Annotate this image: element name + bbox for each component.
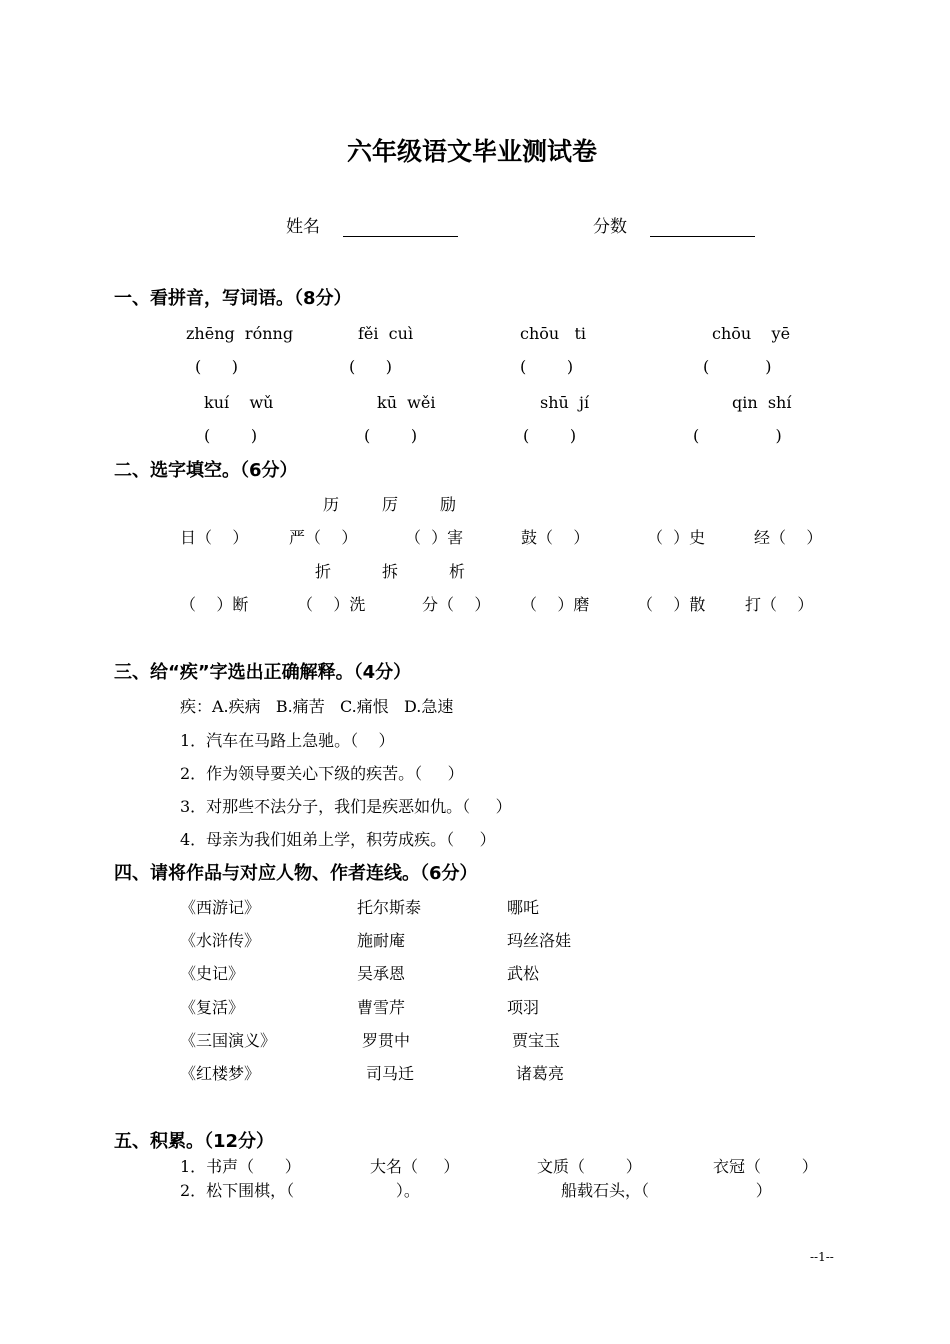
- fill-item: 经（ ）: [754, 528, 823, 547]
- answer-bracket: ( ): [204, 426, 258, 445]
- fill-item: 日（ ）: [180, 528, 249, 547]
- work-title: 《三国演义》: [180, 1031, 277, 1050]
- answer-bracket: ( ): [520, 357, 574, 376]
- fill-item: 2．松下围棋，（ ）。: [180, 1181, 420, 1200]
- pinyin-item: chōu ti: [520, 324, 587, 343]
- fill-item: （ ）史: [647, 528, 706, 547]
- section-5-heading: 五、积累。（12分）: [114, 1131, 275, 1152]
- question-item: 2．作为领导要关心下级的疾苦。（ ）: [180, 764, 464, 783]
- answer-bracket: ( ): [349, 357, 392, 376]
- question-item: 3．对那些不法分子，我们是疾恶如仇。（ ）: [180, 797, 512, 816]
- fill-item: 打（ ）: [745, 595, 814, 614]
- definition-options: 疾：A.疾病 B.痛苦 C.痛恨 D.急速: [180, 697, 454, 716]
- fill-item: 衣冠（ ）: [713, 1157, 818, 1176]
- pinyin-item: zhēng rónng: [186, 324, 294, 343]
- character-name: 贾宝玉: [512, 1031, 561, 1050]
- question-item: 4．母亲为我们姐弟上学，积劳成疾。（ ）: [180, 830, 496, 849]
- choice-char: 拆: [382, 562, 399, 581]
- choice-char: 历: [323, 495, 340, 514]
- author-name: 罗贯中: [362, 1031, 411, 1050]
- fill-item: （ ）磨: [521, 595, 590, 614]
- page-title: 六年级语文毕业测试卷: [347, 137, 598, 166]
- character-name: 诸葛亮: [516, 1064, 565, 1083]
- work-title: 《水浒传》: [180, 931, 261, 950]
- answer-bracket: ( ): [523, 426, 577, 445]
- fill-item: 大名（ ）: [370, 1157, 460, 1176]
- work-title: 《史记》: [180, 964, 245, 983]
- character-name: 哪吒: [507, 898, 540, 917]
- author-name: 司马迁: [366, 1064, 415, 1083]
- name-label: 姓名: [286, 217, 320, 237]
- answer-bracket: ( ): [195, 357, 238, 376]
- fill-item: （ ）散: [637, 595, 706, 614]
- work-title: 《红楼梦》: [180, 1064, 261, 1083]
- character-name: 项羽: [507, 998, 540, 1017]
- section-4-heading: 四、请将作品与对应人物、作者连线。（6分）: [114, 863, 478, 884]
- author-name: 吴承恩: [357, 964, 406, 983]
- fill-item: 船载石头，（ ）: [561, 1181, 772, 1200]
- pinyin-item: qin shí: [732, 393, 792, 412]
- section-1-heading: 一、看拼音，写词语。（8分）: [114, 288, 352, 309]
- fill-item: （ ）洗: [297, 595, 366, 614]
- author-name: 施耐庵: [357, 931, 406, 950]
- section-3-heading: 三、给“疾”字选出正确解释。（4分）: [114, 662, 412, 683]
- choice-char: 励: [440, 495, 457, 514]
- page-number: --1--: [810, 1250, 834, 1264]
- fill-item: 严（ ）: [289, 528, 358, 547]
- name-blank: [343, 236, 458, 237]
- character-name: 玛丝洛娃: [507, 931, 572, 950]
- author-name: 曹雪芹: [357, 998, 406, 1017]
- question-item: 1．汽车在马路上急驰。（ ）: [180, 731, 395, 750]
- section-2-heading: 二、选字填空。（6分）: [114, 460, 298, 481]
- pinyin-item: fěi cuì: [358, 324, 414, 343]
- fill-item: 1．书声（ ）: [180, 1157, 301, 1176]
- choice-char: 厉: [382, 495, 399, 514]
- work-title: 《复活》: [180, 998, 245, 1017]
- choice-char: 折: [315, 562, 332, 581]
- answer-bracket: ( ): [693, 426, 782, 445]
- answer-bracket: ( ): [364, 426, 418, 445]
- pinyin-item: shū jí: [540, 393, 590, 412]
- fill-item: 分（ ）: [422, 595, 491, 614]
- answer-bracket: ( ): [703, 357, 772, 376]
- pinyin-item: kuí wǔ: [204, 393, 274, 412]
- fill-item: 文质（ ）: [537, 1157, 642, 1176]
- work-title: 《西游记》: [180, 898, 261, 917]
- score-label: 分数: [593, 217, 627, 237]
- character-name: 武松: [507, 964, 540, 983]
- fill-item: （ ）断: [180, 595, 249, 614]
- pinyin-item: chōu yē: [712, 324, 791, 343]
- score-blank: [650, 236, 755, 237]
- fill-item: 鼓（ ）: [521, 528, 590, 547]
- author-name: 托尔斯泰: [357, 898, 422, 917]
- choice-char: 析: [449, 562, 466, 581]
- pinyin-item: kū wěi: [377, 393, 436, 412]
- fill-item: （ ）害: [405, 528, 464, 547]
